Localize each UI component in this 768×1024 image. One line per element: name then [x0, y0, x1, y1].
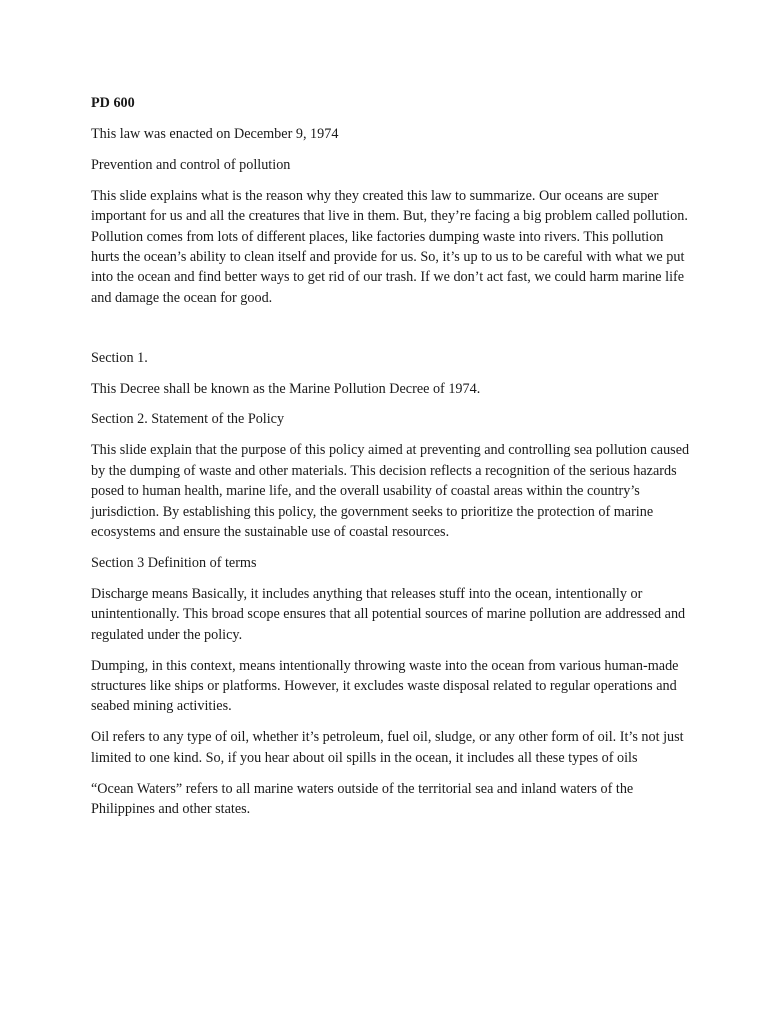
topic-heading: Prevention and control of pollution: [91, 156, 291, 173]
section-1-text: This Decree shall be known as the Marine Pollution Decree of 1974.: [91, 380, 481, 397]
document-page: [91, 93, 691, 830]
definition-dumping: Dumping, in this context, means intentionally throwing waste into the ocean from various human-made structures like ships or platforms. However, it excludes waste disposal related to regular operations and seabed mining activities.: [91, 657, 679, 715]
section-3-heading: Section 3 Definition of terms: [91, 554, 257, 571]
intro-paragraph: This slide explains what is the reason why they created this law to summarize. Our oceans are super important for us and all the creatures that live in them. But, they’re facing a big problem called pollution. Pollution comes from lots of different places, like factories dumping waste into rivers. This pollution hurts the ocean’s ability to clean itself and provide for us. So, it’s up to us to be careful with what we put into the ocean and find better ways to get rid of our trash. If we don’t act fast, we could harm marine life and damage the ocean for good.: [91, 187, 688, 306]
definition-oil: Oil refers to any type of oil, whether it’s petroleum, fuel oil, sludge, or any other form of oil. It’s not just limited to one kind. So, if you hear about oil spills in the ocean, it includes all these types of oils: [91, 729, 684, 766]
definition-ocean-waters: “Ocean Waters” refers to all marine waters outside of the territorial sea and inland waters of the Philippines and other states.: [91, 780, 634, 817]
definition-discharge: Discharge means Basically, it includes anything that releases stuff into the ocean, intentionally or unintentionally. This broad scope ensures that all potential sources of marine pollution are addressed and regulated under the policy.: [91, 585, 686, 643]
section-spacer: [91, 319, 691, 348]
document-title: PD 600: [91, 95, 135, 111]
section-1-heading: Section 1.: [91, 349, 148, 366]
enactment-date: This law was enacted on December 9, 1974: [91, 125, 339, 142]
section-2-text: This slide explain that the purpose of this policy aimed at preventing and controlling sea pollution caused by the dumping of waste and other materials. This decision reflects a recognition of the serious hazards posed to human health, marine life, and the overall usability of coastal areas within the country’s jurisdiction. By establishing this policy, the government seeks to prioritize the protection of marine ecosystems and ensure the sustainable use of coastal resources.: [91, 442, 690, 540]
section-2-heading: Section 2. Statement of the Policy: [91, 411, 285, 428]
